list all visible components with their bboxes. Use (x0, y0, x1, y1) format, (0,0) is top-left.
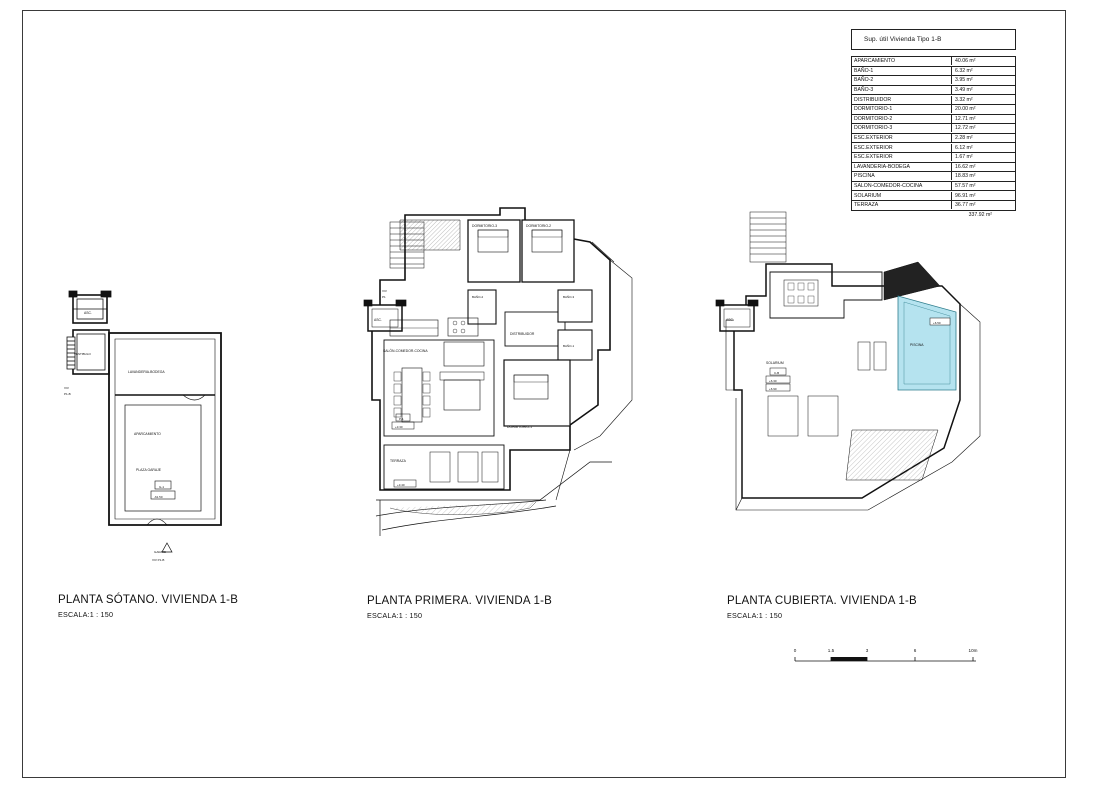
area-value: 57.57 m² (955, 183, 976, 190)
table-row (852, 76, 1015, 86)
page-title: PLANTA SÓTANO. VIVIENDA 1-B (58, 594, 239, 606)
area-name: DORMITORIO-3 (852, 124, 952, 132)
room-label: VIV P1-B (152, 558, 165, 562)
area-value: 40.06 m² (955, 58, 976, 65)
room-label: +6.30 (769, 379, 777, 383)
room-label: -61.50 (154, 495, 163, 499)
area-name: ESC.EXTERIOR (852, 134, 952, 142)
page-title: PLANTA PRIMERA. VIVIENDA 1-B (367, 595, 552, 607)
table-row (852, 182, 1015, 192)
room-label: DORMITORIO-3 (472, 224, 497, 228)
room-label: +3.40 (397, 483, 405, 487)
scale-tick-label: 3 (865, 648, 869, 653)
room-label: APARCAMIENTO (134, 432, 161, 436)
table-row (852, 172, 1015, 182)
page-title: PLANTA CUBIERTA. VIVIENDA 1-B (727, 595, 917, 607)
areas-table-total: 337.92 m² (968, 211, 992, 218)
planta-sotano-caption (58, 594, 238, 619)
planta-cubierta-caption (727, 595, 917, 620)
room-label: GARAJE (154, 550, 167, 554)
scale-label: ESCALA:1 : 150 (727, 611, 783, 620)
planta-primera-caption (367, 595, 552, 620)
area-name: BAÑO-2 (852, 76, 952, 84)
room-label: G-1 (159, 485, 165, 489)
area-name: TERRAZA (852, 201, 952, 209)
planta-primera-drawing (360, 200, 650, 560)
area-value: 36.77 m² (955, 202, 976, 209)
area-value: 16.62 m² (955, 163, 976, 170)
area-name: SOLARIUM (852, 192, 952, 200)
table-row (852, 95, 1015, 105)
area-value: 3.95 m² (955, 77, 973, 84)
area-value: 1.67 m² (955, 154, 973, 161)
areas-table-body (851, 56, 1016, 211)
room-label: +3.30 (395, 425, 403, 429)
area-value: 2.28 m² (955, 135, 973, 142)
area-name: ESC.EXTERIOR (852, 153, 952, 161)
room-label: BAÑO-1 (563, 344, 575, 348)
scale-tick-label: 10m (968, 648, 978, 653)
scale-tick-label: 6 (913, 648, 917, 653)
room-label: ASC. (374, 318, 382, 322)
area-name: DORMITORIO-1 (852, 105, 952, 113)
table-row (852, 143, 1015, 153)
area-value: 3.32 m² (955, 96, 973, 103)
room-label: ASC. (726, 318, 734, 322)
table-row (852, 124, 1015, 134)
areas-table-title: Sup. útil Vivienda Tipo 1-B (851, 29, 1016, 50)
table-row (852, 57, 1015, 67)
area-name: ESC.EXTERIOR (852, 144, 952, 152)
area-name: BAÑO-3 (852, 86, 952, 94)
room-label: PLAZA GARAJE (136, 468, 162, 472)
planta-sotano-drawing (55, 285, 255, 585)
table-row (852, 163, 1015, 173)
room-label: C-B (774, 371, 780, 375)
room-label: SALÓN-COMEDOR-COCINA (383, 349, 428, 353)
room-label: LAVANDERIA-BODEGA (128, 370, 165, 374)
table-row (852, 134, 1015, 144)
room-label: TERRAZA (390, 459, 406, 463)
room-label: VIV (382, 289, 387, 293)
area-name: LAVANDERIA-BODEGA (852, 163, 952, 171)
area-name: PISCINA (852, 172, 952, 180)
table-row (852, 67, 1015, 77)
area-name: APARCAMIENTO (852, 57, 952, 65)
area-value: 18.83 m² (955, 173, 976, 180)
area-value: 3.49 m² (955, 87, 973, 94)
area-value: 6.12 m² (955, 144, 973, 151)
table-row (852, 153, 1015, 163)
scale-tick-label: 0 (793, 648, 797, 653)
room-label: P-1 (399, 417, 404, 421)
scale-bar-graphic (793, 655, 978, 664)
scale-tick-label: 1.5 (827, 648, 835, 653)
room-label: +6.90 (769, 387, 777, 391)
area-value: 96.91 m² (955, 192, 976, 199)
room-label: SOLARIUM (766, 361, 784, 365)
scale-label: ESCALA:1 : 150 (58, 610, 114, 619)
area-name: DISTRIBUIDOR (852, 96, 952, 104)
room-label: ASC. (84, 311, 92, 315)
area-value: 20.00 m² (955, 106, 976, 113)
areas-table (851, 29, 1016, 218)
table-row (852, 105, 1015, 115)
room-label: BAÑO-3 (563, 295, 575, 299)
area-name: BAÑO-1 (852, 67, 952, 75)
room-label: DORMITORIO-1 (507, 425, 532, 429)
room-label: VESTIBULO (74, 352, 91, 356)
room-label: VIV (64, 386, 69, 390)
table-row (852, 115, 1015, 125)
area-value: 12.71 m² (955, 115, 976, 122)
room-label: +6.50 (933, 321, 941, 325)
room-label: BAÑO-2 (472, 295, 484, 299)
room-label: P1-B (64, 392, 71, 396)
area-value: 12.72 m² (955, 125, 976, 132)
planta-cubierta-drawing (712, 200, 1002, 560)
room-label: P1 (382, 295, 386, 299)
area-name: DORMITORIO-2 (852, 115, 952, 123)
table-row (852, 86, 1015, 96)
scale-label: ESCALA:1 : 150 (367, 611, 423, 620)
room-label: DISTRIBUIDOR (510, 332, 535, 336)
area-name: SALON-COMEDOR-COCINA (852, 182, 952, 190)
room-label: DORMITORIO-2 (526, 224, 551, 228)
room-label: PISCINA (910, 343, 924, 347)
scale-bar (793, 648, 978, 664)
area-value: 6.32 m² (955, 67, 973, 74)
